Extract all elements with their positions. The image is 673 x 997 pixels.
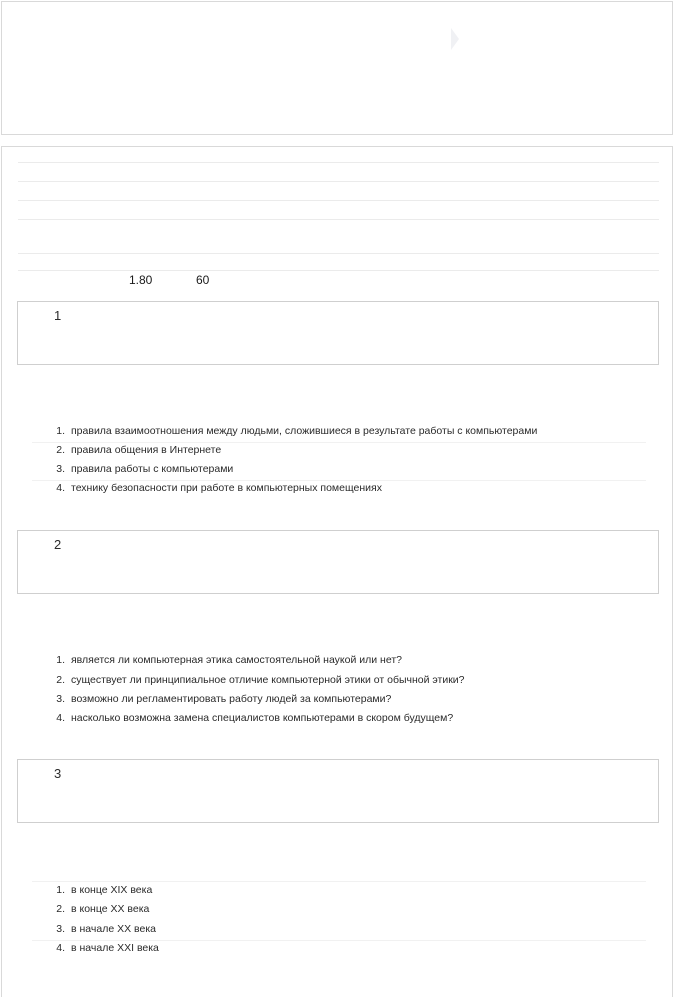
option-text: возможно ли регламентировать работу людей за компьютерами? xyxy=(71,693,392,705)
option-text: насколько возможна замена специалистов компьютерами в скором будущем? xyxy=(71,712,454,724)
answer-option[interactable] xyxy=(2,423,662,441)
option-number: 1. xyxy=(56,884,65,896)
option-text: в конце XIX века xyxy=(71,884,153,896)
divider xyxy=(18,162,659,163)
question-number: 3 xyxy=(54,766,62,781)
option-text: существует ли принципиальное отличие компьютерной этики от обычной этики? xyxy=(71,674,465,686)
option-text: в конце XX века xyxy=(71,903,150,915)
option-text: правила взаимоотношения между людьми, сложившиеся в результате работы с компьютерами xyxy=(71,425,538,437)
option-number: 4. xyxy=(56,942,65,954)
option-number: 2. xyxy=(56,903,65,915)
answer-option[interactable] xyxy=(2,882,662,900)
question-number: 1 xyxy=(54,308,62,323)
option-number: 3. xyxy=(56,463,65,475)
answer-option[interactable] xyxy=(2,461,662,479)
option-number: 2. xyxy=(56,674,65,686)
option-number: 4. xyxy=(56,482,65,494)
answer-option[interactable] xyxy=(2,480,662,498)
option-text: в начале XX века xyxy=(71,923,156,935)
question-box-2 xyxy=(17,530,659,594)
option-number: 4. xyxy=(56,712,65,724)
header-panel xyxy=(1,1,673,135)
stat-value-b: 60 xyxy=(196,273,210,287)
option-text: в начале XXI века xyxy=(71,942,159,954)
question-box-3 xyxy=(17,759,659,823)
option-text: правила работы с компьютерами xyxy=(71,463,234,475)
answer-option[interactable] xyxy=(2,442,662,460)
divider xyxy=(18,219,659,220)
option-text: является ли компьютерная этика самостоятельной наукой или нет? xyxy=(71,654,402,666)
divider xyxy=(18,181,659,182)
stat-value-a: 1.80 xyxy=(129,273,153,287)
option-text: правила общения в Интернете xyxy=(71,444,222,456)
option-text: технику безопасности при работе в компьютерных помещениях xyxy=(71,482,382,494)
option-number: 2. xyxy=(56,444,65,456)
answer-option[interactable] xyxy=(2,652,662,670)
play-icon[interactable] xyxy=(451,28,459,50)
answer-option[interactable] xyxy=(2,940,662,958)
divider xyxy=(18,253,659,254)
divider xyxy=(18,200,659,201)
option-number: 3. xyxy=(56,693,65,705)
question-box-1 xyxy=(17,301,659,365)
divider xyxy=(18,270,659,271)
option-number: 3. xyxy=(56,923,65,935)
answer-option[interactable] xyxy=(2,901,662,919)
option-number: 1. xyxy=(56,654,65,666)
question-number: 2 xyxy=(54,537,62,552)
quiz-panel xyxy=(1,146,673,997)
answer-option[interactable] xyxy=(2,672,662,690)
answer-option[interactable] xyxy=(2,691,662,709)
option-number: 1. xyxy=(56,425,65,437)
answer-option[interactable] xyxy=(2,921,662,939)
answer-option[interactable] xyxy=(2,710,662,728)
